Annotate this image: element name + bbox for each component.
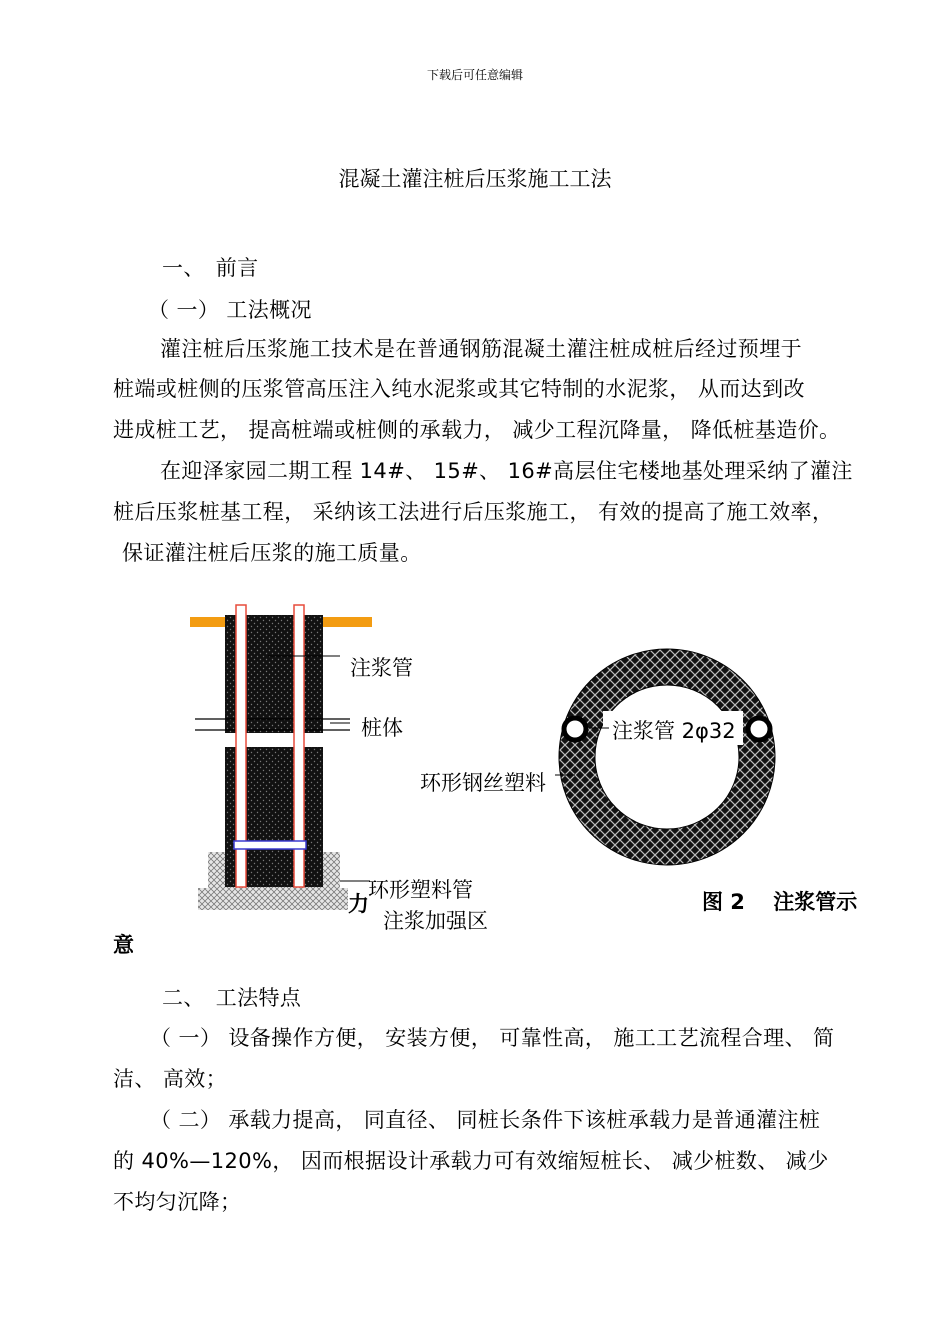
label-grout-pipe: 注浆管 [350, 656, 413, 680]
label-overlap-text: 力 [348, 892, 369, 916]
para2-line1: 在迎泽家园二期工程 14#、 15#、 16#高层住宅楼地基处理采纳了灌注 [160, 459, 853, 483]
grout-pipe-hole-right [748, 718, 770, 740]
ring-wall [577, 667, 757, 847]
label-grout-zone: 注浆加强区 [383, 909, 488, 933]
ring-diagram [555, 645, 785, 875]
section-1-subheading: （ 一） 工法概况 [148, 298, 312, 322]
para2-line3: 保证灌注桩后压浆的施工质量。 [122, 541, 422, 565]
label-grout-pipe-2: 注浆管 2φ32 [612, 719, 736, 743]
label-ring-steel-plastic: 环形钢丝塑料 [420, 771, 546, 795]
section-2-heading: 二、 工法特点 [162, 986, 302, 1010]
ground-line-left [190, 617, 228, 627]
item1-line1: （ 一） 设备操作方便， 安装方便， 可靠性高， 施工工艺流程合理、 简 [150, 1026, 835, 1050]
page-header: 下载后可任意编辑 [426, 68, 523, 82]
para1-line2: 桩端或桩侧的压浆管高压注入纯水泥浆或其它特制的水泥浆， 从而达到改 [113, 377, 805, 401]
para1-line1: 灌注桩后压浆施工技术是在普通钢筋混凝土灌注桩成桩后经过预埋于 [160, 337, 802, 361]
item2-line1: （ 二） 承载力提高， 同直径、 同桩长条件下该桩承载力是普通灌注桩 [150, 1108, 821, 1132]
gravel-bottom [198, 888, 348, 910]
document-title: 混凝土灌注桩后压浆施工工法 [338, 167, 612, 191]
section-1-heading: 一、 前言 [162, 256, 259, 280]
item2-line2: 的 40%—120%， 因而根据设计承载力可有效缩短桩长、 减少桩数、 减少 [113, 1149, 829, 1173]
item1-line2: 洁、 高效； [113, 1067, 228, 1091]
item2-line3: 不均匀沉降； [113, 1190, 242, 1214]
grout-pipe-hole-left [564, 718, 586, 740]
para2-line2: 桩后压浆桩基工程， 采纳该工法进行后压浆施工， 有效的提高了施工效率， [113, 500, 834, 524]
figure-2-caption: 图 2 注浆管示 [702, 890, 858, 914]
label-pile-body: 桩体 [361, 716, 403, 740]
label-ring-plastic-pipe: 环形塑料管 [368, 878, 473, 902]
ground-line-right [320, 617, 372, 627]
figure-2-caption-cont: 意 [113, 933, 134, 957]
para1-line3: 进成桩工艺， 提高桩端或桩侧的承载力， 减少工程沉降量， 降低桩基造价。 [113, 418, 841, 442]
ring-pipe [234, 841, 306, 849]
